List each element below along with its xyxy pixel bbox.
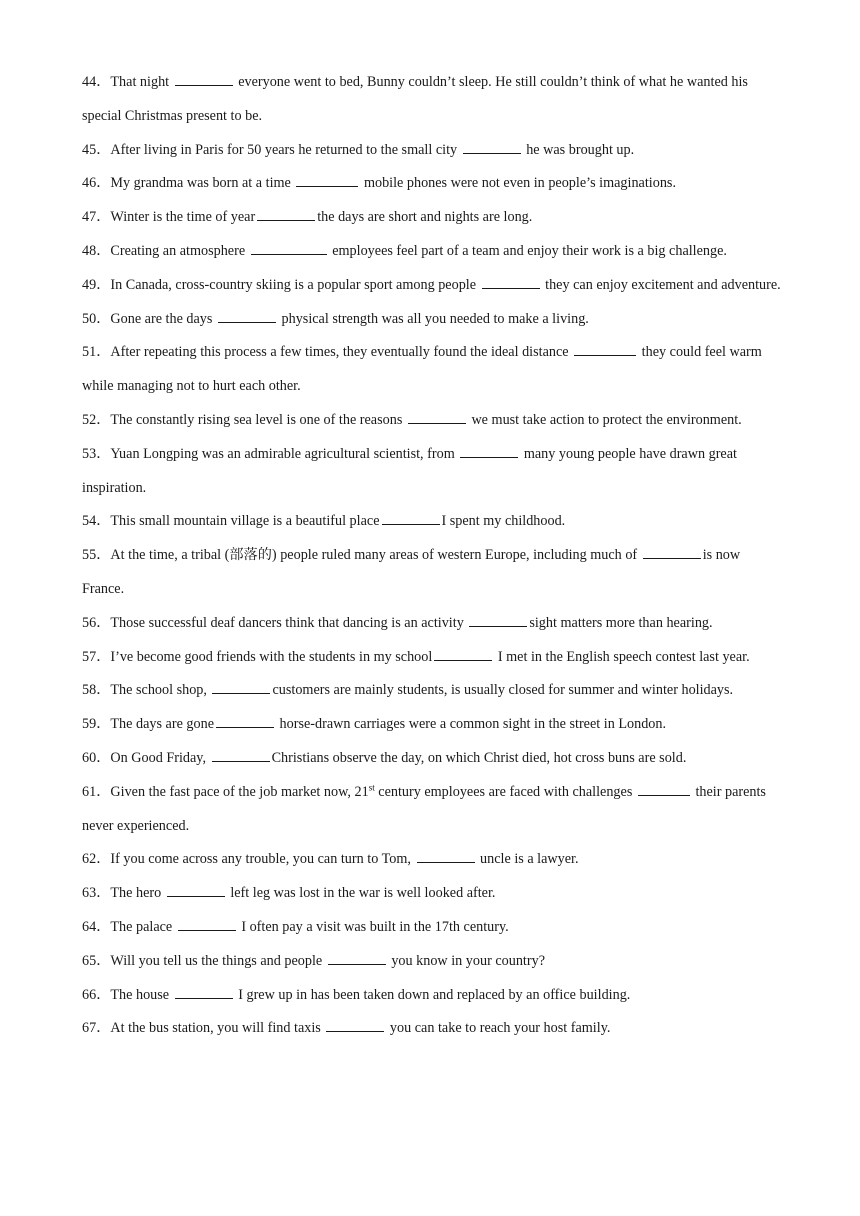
answer-blank[interactable] (463, 142, 521, 154)
question-text: the days are short and nights are long. (317, 209, 533, 226)
question-61 (82, 776, 782, 844)
question-text: he was brought up. (526, 141, 635, 158)
question-44 (82, 66, 782, 134)
answer-blank[interactable] (328, 953, 386, 965)
question-number: 56． (82, 614, 111, 631)
question-text: The school shop, (110, 682, 207, 699)
question-number: 45． (82, 141, 111, 158)
answer-blank[interactable] (178, 919, 236, 931)
question-text: After repeating this process a few times, they eventually found the ideal distance (110, 344, 569, 361)
answer-blank[interactable] (326, 1020, 384, 1032)
question-text: sight matters more than hearing. (529, 614, 713, 631)
question-number: 53． (82, 445, 111, 462)
question-text: Christians observe the day, on which Christ died, hot cross buns are sold. (271, 749, 687, 766)
question-number: 46． (82, 175, 111, 192)
question-49 (82, 269, 782, 303)
question-number: 61． (82, 783, 111, 800)
question-62 (82, 843, 782, 877)
question-list (82, 66, 782, 1046)
answer-blank[interactable] (175, 74, 233, 86)
question-text: employees feel part of a team and enjoy their work is a big challenge. (332, 242, 727, 259)
question-text: The palace (110, 918, 173, 935)
question-48 (82, 235, 782, 269)
answer-blank[interactable] (469, 615, 527, 627)
question-55 (82, 539, 782, 607)
answer-blank[interactable] (638, 784, 690, 796)
answer-blank[interactable] (257, 209, 315, 221)
answer-blank[interactable] (167, 885, 225, 897)
question-text: I met in the English speech contest last year. (497, 648, 750, 665)
question-number: 62． (82, 851, 111, 868)
question-number: 59． (82, 716, 111, 733)
question-number: 58． (82, 682, 111, 699)
question-54 (82, 505, 782, 539)
question-60 (82, 742, 782, 776)
question-56 (82, 607, 782, 641)
question-text: My grandma was born at a time (110, 175, 291, 192)
question-text: Winter is the time of year (110, 209, 256, 226)
answer-blank[interactable] (175, 987, 233, 999)
answer-blank[interactable] (417, 851, 475, 863)
question-text: On Good Friday, (110, 749, 207, 766)
answer-blank[interactable] (482, 277, 540, 289)
question-67 (82, 1012, 782, 1046)
question-46 (82, 167, 782, 201)
question-text: Given the fast pace of the job market now, 21 (110, 783, 369, 800)
answer-blank[interactable] (574, 344, 636, 356)
question-53 (82, 438, 782, 506)
question-text: physical strength was all you needed to make a living. (281, 310, 589, 327)
question-number: 52． (82, 411, 111, 428)
answer-blank[interactable] (434, 649, 492, 661)
question-text: I often pay a visit was built in the 17th century. (241, 918, 509, 935)
question-text: After living in Paris for 50 years he returned to the small city (110, 141, 458, 158)
answer-blank[interactable] (643, 547, 701, 559)
answer-blank[interactable] (382, 513, 440, 525)
answer-blank[interactable] (212, 750, 270, 762)
question-number: 64． (82, 918, 111, 935)
question-text: The constantly rising sea level is one of the reasons (110, 411, 403, 428)
ordinal-suffix: st (368, 782, 375, 792)
question-number: 50． (82, 310, 111, 327)
question-number: 63． (82, 885, 111, 902)
question-text: At the bus station, you will find taxis (110, 1020, 321, 1037)
question-57 (82, 641, 782, 675)
question-number: 67． (82, 1020, 111, 1037)
question-text: At the time, a tribal (部落的) people ruled many areas of western Europe, including much of (110, 547, 638, 564)
question-58 (82, 674, 782, 708)
question-text: many young people have drawn great inspiration. (82, 445, 737, 496)
question-text: they can enjoy excitement and adventure. (545, 276, 781, 293)
question-text: If you come across any trouble, you can turn to Tom, (110, 851, 411, 868)
question-text: This small mountain village is a beautiful place (110, 513, 380, 530)
question-text: uncle is a lawyer. (480, 851, 579, 868)
question-number: 47． (82, 209, 111, 226)
question-number: 51． (82, 344, 111, 361)
question-number: 65． (82, 952, 111, 969)
question-text: we must take action to protect the environment. (471, 411, 742, 428)
question-number: 48． (82, 242, 111, 259)
question-text: is now France. (82, 547, 741, 597)
question-text: I’ve become good friends with the students in my school (110, 648, 433, 665)
question-63 (82, 877, 782, 911)
question-number: 54． (82, 513, 111, 530)
question-text: In Canada, cross-country skiing is a popular sport among people (110, 276, 477, 293)
answer-blank[interactable] (251, 243, 327, 255)
answer-blank[interactable] (216, 716, 274, 728)
question-text: you can take to reach your host family. (389, 1020, 611, 1037)
answer-blank[interactable] (408, 412, 466, 424)
question-text: Will you tell us the things and people (110, 952, 323, 969)
question-52 (82, 404, 782, 438)
question-text: The days are gone (110, 716, 214, 733)
question-59 (82, 708, 782, 742)
question-number: 44． (82, 74, 111, 90)
answer-blank[interactable] (218, 311, 276, 323)
question-text: you know in your country? (391, 952, 545, 969)
answer-blank[interactable] (296, 175, 358, 187)
question-number: 55． (82, 547, 111, 564)
question-51 (82, 336, 782, 404)
question-text: I grew up in has been taken down and replaced by an office building. (238, 986, 631, 1003)
question-text: mobile phones were not even in people’s imaginations. (363, 175, 676, 192)
question-47 (82, 201, 782, 235)
question-text: left leg was lost in the war is well looked after. (230, 885, 496, 902)
question-65 (82, 945, 782, 979)
question-45 (82, 134, 782, 168)
question-text: everyone went to bed, Bunny couldn’t sleep. He still couldn’t think of what he wanted his special Christmas present to be. (82, 74, 748, 124)
question-64 (82, 911, 782, 945)
question-text: century employees are faced with challenges (378, 783, 633, 800)
question-text: I spent my childhood. (441, 513, 566, 530)
answer-blank[interactable] (460, 446, 518, 458)
question-number: 66． (82, 986, 111, 1003)
question-text: The house (110, 986, 170, 1003)
question-number: 60． (82, 749, 111, 766)
question-text: Gone are the days (110, 310, 213, 327)
question-50 (82, 303, 782, 337)
question-text: their parents never experienced. (82, 783, 766, 834)
question-text: customers are mainly students, is usually closed for summer and winter holidays. (272, 682, 734, 699)
question-66 (82, 979, 782, 1013)
question-text: The hero (110, 885, 162, 902)
question-text: Those successful deaf dancers think that dancing is an activity (110, 614, 464, 631)
question-text: That night (110, 74, 170, 90)
question-number: 49． (82, 276, 111, 293)
answer-blank[interactable] (212, 682, 270, 694)
question-text: they could feel warm while managing not to hurt each other. (82, 344, 762, 395)
question-text: Creating an atmosphere (110, 242, 246, 259)
question-text: Yuan Longping was an admirable agricultural scientist, from (110, 445, 455, 462)
question-number: 57． (82, 648, 111, 665)
question-text: horse-drawn carriages were a common sight in the street in London. (279, 716, 667, 733)
